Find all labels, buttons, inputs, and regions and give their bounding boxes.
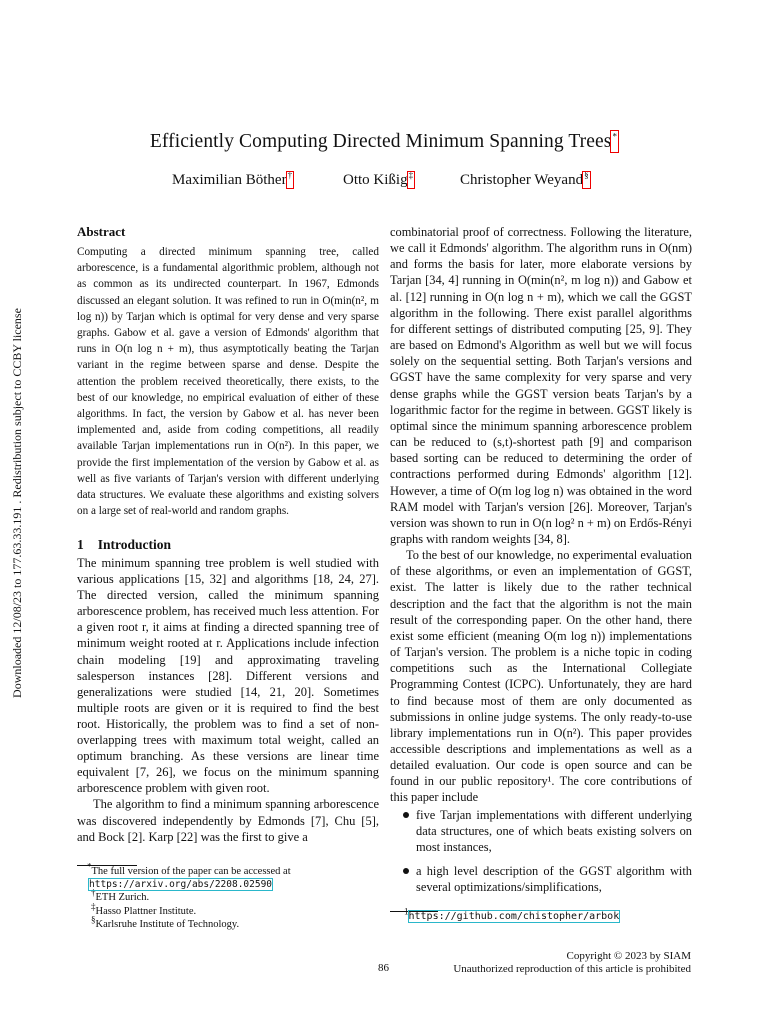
footnotes (77, 862, 379, 931)
paper-title (0, 131, 768, 153)
footnote-4: §Karlsruhe Institute of Technology. (91, 914, 240, 930)
title-footnote-mark[interactable]: * (611, 131, 618, 152)
abstract-text: Computing a directed minimum spanning tree, called arborescence, is a fundamental algorithmic problem, although not as common as its undirected counterpart. In 1967, Edmonds discussed an elegant solution. It was refined to run in O(min(n², m log n)) by Tarjan which is optimal for very dense and very sparse graphs. Gabow et al. gave a version of Edmonds' algorithm that runs in O(n log n + m), thus asymptotically beating the Tarjan variant in the regime between sparse and dense. Despite the attention the problem received theoretically, there exists, to the best of our knowledge, no empirical evaluation of either of these algorithms. In fact, the version by Gabow et al. has never been implemented and, aside from coding competitions, all readily available Tarjan implementations run in O(n²). In this paper, we provide the first implementation of the version by Gabow et al. as well as five variants of Tarjan's version with different underlying data structures. We evaluate these algorithms and existing solvers on a large set of real-world and random graphs. (77, 246, 379, 518)
author-2: Otto Kißig‡ (343, 170, 414, 188)
bullet-icon (403, 812, 409, 818)
author-3: Christopher Weyand§ (460, 170, 589, 188)
footnote-2: †ETH Zurich. (91, 887, 150, 904)
right-column-text (390, 224, 692, 806)
arxiv-link[interactable]: https://arxiv.org/abs/2208.02590 (89, 879, 273, 891)
intro-text (77, 555, 379, 845)
paper-title-text: Efficiently Computing Directed Minimum Spanning Trees (149, 131, 612, 152)
section-heading: 1 Introduction (77, 537, 172, 552)
author-1-mark[interactable]: † (287, 172, 294, 188)
right-paragraph-2: To the best of our knowledge, no experimental evaluation of these algorithms, or even an implementation of GGST, exist. The latter is likely due to the rather technical description and the fact that the algorithm is not the main result of the corresponding paper. On the other hand, there exist some efficient (meaning O(m log n)) implementations of Tarjan's version. The problem is a niche topic in coding competitions such as the International Collegiate Programming Contest (ICPC). Unfortunately, they are hard to find because most of them are only documented as submissions in online judge systems. The only ready-to-use library implementations run in O(n²). This paper provides accessible descriptions and implementations as well as a detailed evaluation. Our code is open source and can be found in our public repository¹. The core contributions of this paper include (390, 548, 692, 805)
footnote-right: $^1$https://github.com/chistopher/arbok (404, 906, 620, 922)
abstract-heading: Abstract (77, 224, 126, 239)
download-notice: Downloaded 12/08/23 to 177.63.33.191 . Redistribution subject to CCBY license (10, 308, 24, 698)
footnote-3: ‡Hasso Plattner Institute. (91, 901, 197, 917)
list-item: five Tarjan implementations with different underlying data structures, one of which beats existing solvers on most instances, (400, 807, 692, 855)
list-item: a high level description of the GGST algorithm with several optimizations/simplifications, (400, 863, 692, 895)
bullet-icon (403, 868, 409, 874)
right-paragraph-1: combinatorial proof of correctness. Following the literature, we call it Edmonds' algorithm. The algorithm runs in O(nm) and forms the basis for later, more elaborate versions by Tarjan [34, 4] running in O(min(n², m log n)) and Gabow et al. [12] running in O(n log n + m), which we call the GGST algorithm in the following. There exist parallel algorithms for different settings of distributed computing [25, 9]. They are based on Edmond's Algorithm as well but we will focus solely on the sequential setting. Both Tarjan's versions and GGST have the same complexity for very sparse and very dense graphs while the GGST version beats Tarjan's by a logarithmic factor for the regime in between. GGST likely is optimal since the minimum spanning arborescence problem can be reduced to (s,t)-shortest path [9] and comparison based sorting can be reduced to determining the order of contractions performed during Edmonds' algorithm [12]. However, a time of O(m log log n) was obtained in the word RAM model with Tarjan's version [26]. Moreover, Tarjan's version was shown to run in O(n log² n + m) on Erdős-Rényi graphs with random weights [34, 8]. (390, 225, 692, 546)
contributions-list (400, 807, 692, 903)
author-2-mark[interactable]: ‡ (408, 172, 415, 188)
github-link[interactable]: https://github.com/chistopher/arbok (408, 911, 620, 922)
copyright-notice: Copyright © 2023 by SIAM Unauthorized reproduction of this article is prohibited (453, 950, 691, 975)
author-3-mark[interactable]: § (583, 172, 590, 188)
intro-paragraph-1: The minimum spanning tree problem is well studied with various applications [15, 32] and algorithms [18, 24, 27]. The directed version, called the minimum spanning arborescence problem, has received much less attention. For a given root r, it aims at finding a directed spanning tree of minimum weight rooted at r. Applications include infection chain modeling [19] and approximating traveling salesperson instances [28]. Different versions and generalizations were studied [14, 21, 20]. Sometimes multiple roots are given or it is required to find the best root. Historically, the problem was to find a set of non-overlapping trees with maximum total weight, called an optimum branching. As these versions are linear time equivalent [7, 26], we focus on the minimum spanning arborescence problem with given root. (77, 556, 379, 796)
author-1: Maximilian Böther† (172, 170, 293, 188)
page-number: 86 (378, 962, 389, 974)
footnote-1: *The full version of the paper can be accessed at https://arxiv.org/abs/2208.02590 (87, 861, 291, 891)
intro-paragraph-2: The algorithm to find a minimum spanning arborescence was discovered independently by Edmonds [7], Chu [5], and Bock [2]. Karp [22] was the first to give a (77, 797, 379, 844)
